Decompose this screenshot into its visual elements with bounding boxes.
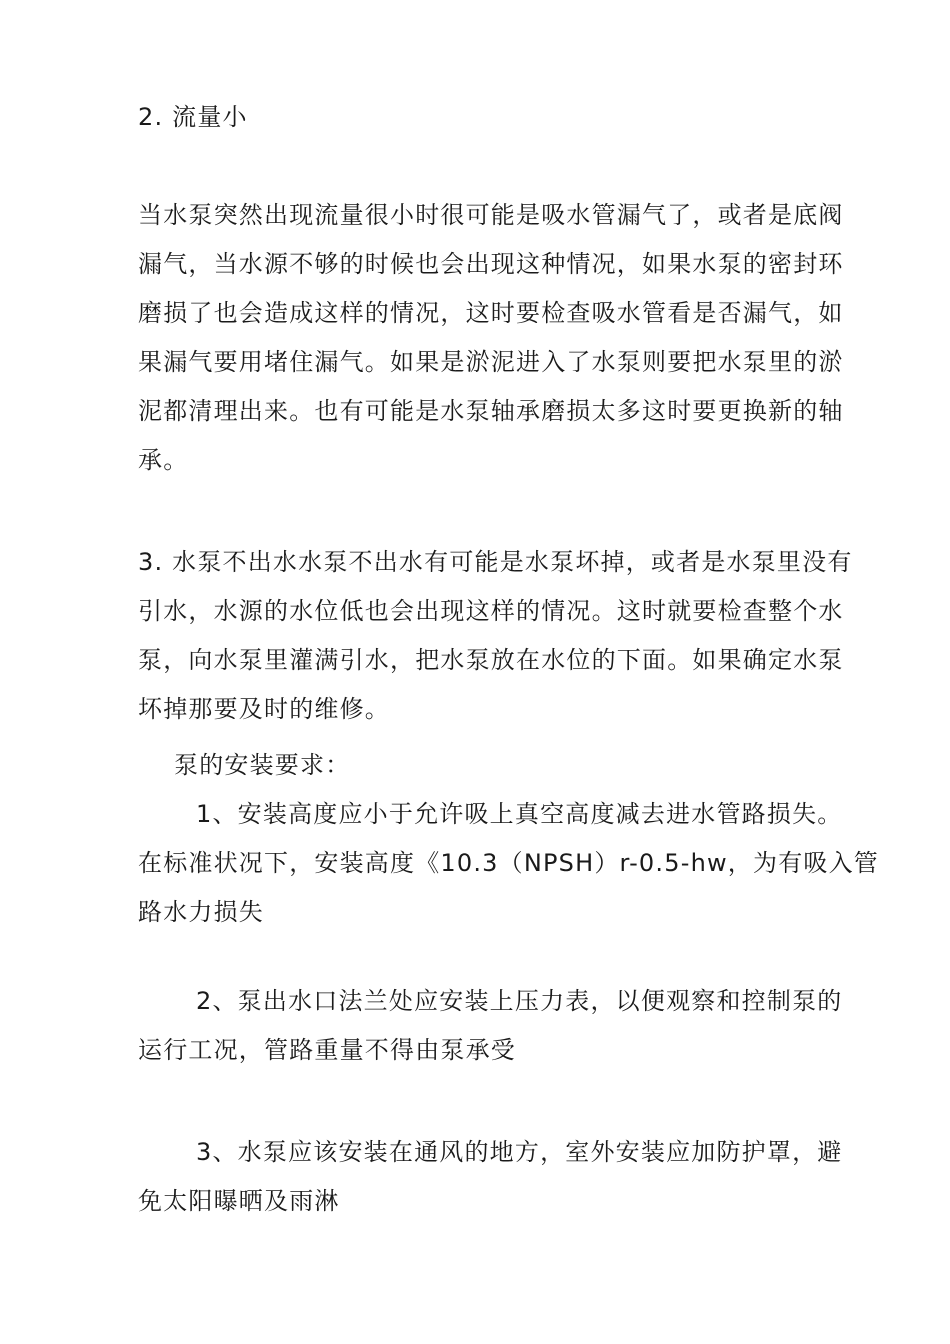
paragraph-line: 泵，向水泵里灌满引水，把水泵放在水位的下面。如果确定水泵 — [138, 646, 844, 674]
requirement-line: 2、泵出水口法兰处应安装上压力表，以便观察和控制泵的 — [196, 987, 843, 1015]
paragraph-line: 坏掉那要及时的维修。 — [138, 695, 390, 723]
paragraph-line: 3. 水泵不出水水泵不出水有可能是水泵坏掉，或者是水泵里没有 — [138, 548, 853, 576]
requirement-line: 路水力损失 — [138, 898, 264, 926]
paragraph-line: 磨损了也会造成这样的情况，这时要检查吸水管看是否漏气，如 — [138, 299, 844, 327]
paragraph-line: 泥都清理出来。也有可能是水泵轴承磨损太多这时要更换新的轴 — [138, 397, 844, 425]
install-requirements-heading: 泵的安装要求： — [174, 751, 351, 779]
paragraph-line: 引水，水源的水位低也会出现这样的情况。这时就要检查整个水 — [138, 597, 844, 625]
requirement-line: 在标准状况下，安装高度《10.3（NPSH）r-0.5-hw，为有吸入管 — [138, 849, 880, 877]
section-heading-flow: 2. 流量小 — [138, 103, 248, 131]
requirement-line: 3、水泵应该安装在通风的地方，室外安装应加防护罩，避 — [196, 1138, 843, 1166]
paragraph-line: 承。 — [138, 446, 189, 474]
paragraph-line: 当水泵突然出现流量很小时很可能是吸水管漏气了，或者是底阀 — [138, 201, 844, 229]
requirement-line: 免太阳曝晒及雨淋 — [138, 1187, 340, 1215]
requirement-line: 运行工况，管路重量不得由泵承受 — [138, 1036, 516, 1064]
requirement-line: 1、安装高度应小于允许吸上真空高度减去进水管路损失。 — [196, 800, 843, 828]
paragraph-line: 果漏气要用堵住漏气。如果是淤泥进入了水泵则要把水泵里的淤 — [138, 348, 844, 376]
paragraph-line: 漏气，当水源不够的时候也会出现这种情况，如果水泵的密封环 — [138, 250, 844, 278]
